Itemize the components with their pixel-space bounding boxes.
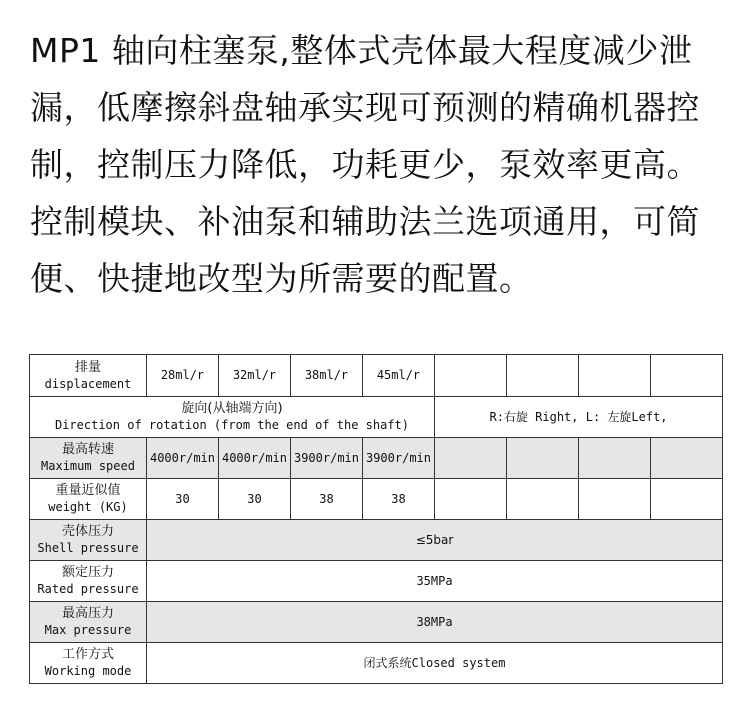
max-speed-value: 3900r/min bbox=[291, 438, 363, 479]
working-mode-value: 闭式系统Closed system bbox=[147, 643, 723, 684]
displacement-value: 32ml/r bbox=[219, 355, 291, 397]
empty-cell bbox=[579, 479, 651, 520]
empty-cell bbox=[651, 479, 723, 520]
max-speed-value: 4000r/min bbox=[219, 438, 291, 479]
max-speed-value: 4000r/min bbox=[147, 438, 219, 479]
label-weight: 重量近似值 weight (KG) bbox=[30, 479, 147, 520]
empty-cell bbox=[435, 479, 507, 520]
weight-value: 30 bbox=[219, 479, 291, 520]
intro-paragraph: MP1 轴向柱塞泵,整体式壳体最大程度减少泄漏，低摩擦斜盘轴承实现可预测的精确机器控制，控制压力降低，功耗更少，泵效率更高。控制模块、补油泵和辅助法兰选项通用，可简便、快捷地改型为所需要的配置。 bbox=[30, 31, 700, 298]
row-weight bbox=[30, 479, 723, 520]
empty-cell bbox=[507, 479, 579, 520]
label-max-pressure: 最高压力 Max pressure bbox=[30, 602, 147, 643]
weight-value: 30 bbox=[147, 479, 219, 520]
label-shell-pressure: 壳体压力 Shell pressure bbox=[30, 520, 147, 561]
row-rotation bbox=[30, 397, 723, 438]
label-max-speed: 最高转速 Maximum speed bbox=[30, 438, 147, 479]
max-pressure-value: 38MPa bbox=[147, 602, 723, 643]
empty-cell bbox=[651, 355, 723, 397]
weight-value: 38 bbox=[291, 479, 363, 520]
label-rated-pressure: 额定压力 Rated pressure bbox=[30, 561, 147, 602]
label-working-mode: 工作方式 Working mode bbox=[30, 643, 147, 684]
label-rotation: 旋向(从轴端方向) Direction of rotation (from the end of the shaft) bbox=[30, 397, 435, 438]
empty-cell bbox=[507, 438, 579, 479]
displacement-value: 38ml/r bbox=[291, 355, 363, 397]
label-displacement: 排量 displacement bbox=[30, 355, 147, 397]
displacement-value: 28ml/r bbox=[147, 355, 219, 397]
row-max-pressure bbox=[30, 602, 723, 643]
shell-pressure-value: ≤5bar bbox=[147, 520, 723, 561]
max-speed-value: 3900r/min bbox=[363, 438, 435, 479]
empty-cell bbox=[435, 438, 507, 479]
empty-cell bbox=[579, 355, 651, 397]
row-working-mode bbox=[30, 643, 723, 684]
rotation-value: R:右旋 Right, L: 左旋Left, bbox=[435, 397, 723, 438]
weight-value: 38 bbox=[363, 479, 435, 520]
empty-cell bbox=[507, 355, 579, 397]
empty-cell bbox=[651, 438, 723, 479]
empty-cell bbox=[435, 355, 507, 397]
row-shell-pressure bbox=[30, 520, 723, 561]
rated-pressure-value: 35MPa bbox=[147, 561, 723, 602]
empty-cell bbox=[579, 438, 651, 479]
spec-table bbox=[29, 354, 723, 684]
row-displacement bbox=[30, 355, 723, 397]
displacement-value: 45ml/r bbox=[363, 355, 435, 397]
row-max-speed bbox=[30, 438, 723, 479]
row-rated-pressure bbox=[30, 561, 723, 602]
